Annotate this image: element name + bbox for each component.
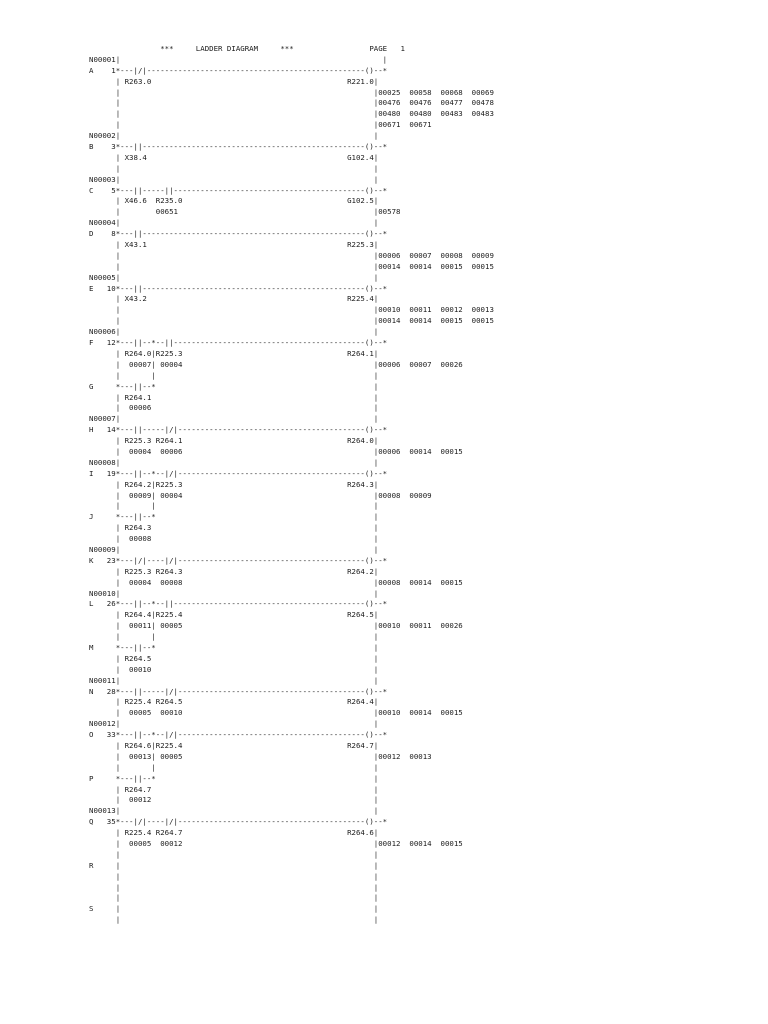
listing-line: | 00004 00008 |00008 00014 00015 [89,577,463,587]
listing-line: | R263.0 R221.0| [89,76,379,86]
ladder-diagram-listing [89,44,494,926]
listing-line: | |00480 00480 00483 00483 [89,109,494,119]
ladder-rung: I 19*---||--*--|/|------------------------------------------()--* [89,468,388,478]
network-label: N00006| | [89,327,379,337]
listing-line: | | | [89,370,379,380]
listing-line: R | | [89,860,379,870]
listing-line: | |00010 00011 00012 00013 [89,305,494,315]
ladder-rung: Q 35*---|/|----|/|------------------------------------------()--* [89,817,388,827]
listing-line: | R264.3 | [89,523,379,533]
listing-line: | | [89,882,379,892]
listing-line: | R264.5 | [89,653,379,663]
parallel-branch: P *---||--* | [89,773,379,783]
listing-line: | 00006 | [89,403,379,413]
listing-line: | |00014 00014 00015 00015 [89,316,494,326]
network-label: N00007| | [89,414,379,424]
parallel-branch: G *---||--* | [89,381,379,391]
listing-line: | R225.4 R264.7 R264.6| [89,828,379,838]
listing-line: | R225.3 R264.1 R264.0| [89,436,379,446]
listing-line: | |00006 00007 00008 00009 [89,250,494,260]
ladder-rung: F 12*---||--*--||-------------------------------------------()--* [89,338,388,348]
listing-line: | R264.0|R225.3 R264.1| [89,348,379,358]
network-label: N00010| | [89,588,379,598]
listing-line: | | [89,849,379,859]
network-label: N00004| | [89,218,379,228]
listing-line: | | [89,915,379,925]
listing-line: | | | [89,501,379,511]
listing-line: | R264.7 | [89,784,379,794]
ladder-rung: L 26*---||--*--||-------------------------------------------()--* [89,599,388,609]
listing-line: | | [89,893,379,903]
listing-line: | X43.2 R225.4| [89,294,379,304]
listing-line: | 00008 | [89,534,379,544]
network-label: N00005| | [89,272,379,282]
parallel-branch: J *---||--* | [89,512,379,522]
listing-line: | |00476 00476 00477 00478 [89,98,494,108]
listing-line: | 00013| 00005 |00012 00013 [89,751,432,761]
ladder-rung: B 3*---||--------------------------------------------------()--* [89,142,388,152]
listing-line: | X46.6 R235.0 G102.5| [89,196,379,206]
listing-line: | 00007| 00004 |00006 00007 00026 [89,359,463,369]
ladder-rung: E 10*---||--------------------------------------------------()--* [89,283,388,293]
listing-line: | 00005 00010 |00010 00014 00015 [89,708,463,718]
network-label: N00008| | [89,457,379,467]
listing-line: | 00651 |00578 [89,207,401,217]
listing-line: | | | [89,762,379,772]
network-label: N00002| | [89,131,379,141]
network-label: N00003| | [89,174,379,184]
ladder-rung: D 8*---||--------------------------------------------------()--* [89,229,388,239]
ladder-rung: C 5*---||-----||-------------------------------------------()--* [89,185,388,195]
listing-line: | | | [89,632,379,642]
listing-line: | R264.4|R225.4 R264.5| [89,610,379,620]
network-label: N00012| | [89,719,379,729]
listing-line: | 00004 00006 |00006 00014 00015 [89,446,463,456]
listing-line: | R225.3 R264.3 R264.2| [89,566,379,576]
network-label: N00011| | [89,675,379,685]
parallel-branch: M *---||--* | [89,642,379,652]
network-label: N00009| | [89,544,379,554]
ladder-rung: A 1*---|/|-------------------------------------------------()--* [89,65,388,75]
listing-line: | 00010 | [89,664,379,674]
page-header: *** LADDER DIAGRAM *** PAGE 1 [89,44,405,53]
ladder-rung: N 28*---||-----|/|------------------------------------------()--* [89,686,388,696]
listing-line: | |00025 00058 00068 00069 [89,87,494,97]
listing-line: | R225.4 R264.5 R264.4| [89,697,379,707]
listing-line: | | [89,163,379,173]
listing-line: | 00012 | [89,795,379,805]
ladder-rung: H 14*---||-----|/|------------------------------------------()--* [89,425,388,435]
ladder-rung: K 23*---|/|----|/|------------------------------------------()--* [89,555,388,565]
network-label: N00013| | [89,806,379,816]
listing-line: | R264.2|R225.3 R264.3| [89,479,379,489]
network-label: N00001| | [89,54,388,64]
listing-line: | R264.1 | [89,392,379,402]
listing-line: S | | [89,904,379,914]
listing-line: | X43.1 R225.3| [89,240,379,250]
listing-line: | 00005 00012 |00012 00014 00015 [89,839,463,849]
listing-line: | X38.4 G102.4| [89,152,379,162]
listing-line: | 00011| 00005 |00010 00011 00026 [89,621,463,631]
listing-line: | |00671 00671 [89,120,432,130]
listing-line: | |00014 00014 00015 00015 [89,261,494,271]
listing-line: | 00009| 00004 |00008 00009 [89,490,432,500]
listing-line: | | [89,871,379,881]
ladder-rung: O 33*---||--*--|/|------------------------------------------()--* [89,730,388,740]
listing-line: | R264.6|R225.4 R264.7| [89,741,379,750]
